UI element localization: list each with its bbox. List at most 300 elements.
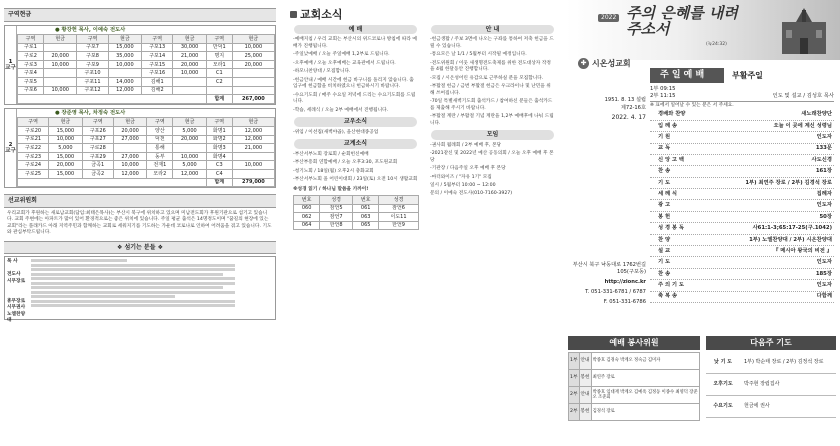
- table-cell: C2: [206, 78, 232, 87]
- order-item-name: 입 례 송: [658, 122, 678, 129]
- members-news-text: -위임 / 이선집(새벽야곱), 을산현대종공업: [293, 129, 379, 135]
- table-cell: 통해: [147, 144, 173, 153]
- middle-column: [290, 8, 558, 440]
- guide-p4: -모집 / 시온성어린 유감으로 근무하실 분을 모집합니다.: [430, 75, 544, 81]
- order-item-name: 경배와 찬양: [658, 111, 686, 118]
- reading-header: 번호: [353, 196, 379, 205]
- table-cell: [232, 69, 274, 78]
- table-cell: 만덕1: [206, 43, 232, 52]
- guide-p5: -부활절 헌금 / 금번 부활절 헌금은 우크라이나 및 난민을 위해 쓰여집니다.: [430, 84, 551, 96]
- column-header: 현금: [173, 118, 207, 127]
- order-item-detail: 인도자: [816, 259, 832, 266]
- table-cell: 구로25: [18, 170, 49, 179]
- table-cell: [43, 69, 77, 78]
- district-1-label: 1 교구: [5, 26, 17, 104]
- volunteer-role: 봉헌: [579, 370, 591, 387]
- order-item-name: 봉 헌: [658, 213, 671, 220]
- reading-row: [294, 213, 419, 222]
- table-cell: 구로20: [18, 127, 49, 136]
- table-row: [18, 135, 275, 144]
- table-cell: 20,000: [173, 60, 207, 69]
- worship-p7: -학습, 세례식 / 오늘 2부 예배에서 진행됩니다.: [293, 107, 389, 113]
- order-item: [650, 212, 834, 223]
- table-cell: 양산: [147, 127, 173, 136]
- table-row: [18, 60, 275, 69]
- order-item: [650, 257, 834, 268]
- worship-p2: -주일낮예배 / 오늘 주일예배 1,2부로 드립니다.: [293, 52, 390, 58]
- table-cell: 구포5: [18, 78, 44, 87]
- servers-table: [4, 256, 276, 324]
- order-item-name: 광 고: [658, 202, 671, 209]
- members-news-title: 교우소식: [294, 117, 417, 127]
- table-cell: [232, 78, 274, 87]
- table-cell: 구포10: [77, 69, 108, 78]
- sum-value: 279,000: [232, 178, 274, 187]
- cover-year: 2022: [598, 14, 619, 22]
- table-row: [18, 52, 275, 61]
- denomination-p2: -부산부흥회 연합예배 / 오늘 오후3:30, 포도원교회: [293, 160, 398, 166]
- order-item: [650, 292, 834, 303]
- order-item-name: 찬 양: [658, 236, 671, 243]
- table-cell: 구로2: [18, 52, 44, 61]
- table-cell: 구포26: [82, 127, 113, 136]
- table-cell: 화명2: [206, 135, 232, 144]
- table-cell: 14,000: [108, 78, 142, 87]
- reading-cell: 065: [353, 221, 379, 230]
- table-cell: 12,000: [173, 170, 207, 179]
- table-cell: 12,000: [232, 127, 274, 136]
- prayer-slot: 오후기도: [713, 381, 733, 388]
- reading-row: [294, 221, 419, 230]
- sum-row: [18, 178, 275, 187]
- sunday-worship: [650, 68, 834, 303]
- next-week-prayer: [706, 336, 836, 418]
- servers-roles: 목 사 전도사 시무장로 휴무장로 시무권사 노엘찬양대: [7, 259, 26, 324]
- sum-row: [18, 95, 275, 104]
- order-item: [650, 166, 834, 177]
- column-header: 현금: [173, 35, 207, 44]
- sum-spacer: [18, 95, 207, 104]
- table-cell: 김해2: [142, 86, 173, 95]
- column-header: 현금: [232, 118, 274, 127]
- district-1-leader: ● 황강헌 목사, 이예숙 전도사: [55, 26, 126, 33]
- order-item-detail: 사도신경: [811, 156, 832, 163]
- order-item-name: 찬 송: [658, 270, 671, 277]
- table-cell: [173, 144, 207, 153]
- order-item: [650, 155, 834, 166]
- service-time-2: 2부 11:15: [650, 92, 676, 99]
- order-item-name: 기 원: [658, 134, 671, 141]
- order-item: [650, 189, 834, 200]
- table-cell: 구포8: [77, 52, 108, 61]
- district-2-table: [17, 117, 275, 187]
- table-cell: 10,000: [173, 152, 207, 161]
- prayer-slot: 낮 기 도: [714, 359, 732, 366]
- table-cell: [43, 78, 77, 87]
- table-cell: 20,000: [113, 127, 147, 136]
- news-icon: [290, 11, 297, 18]
- order-item-detail: 『 메시아 왕국의 비전 』: [773, 247, 832, 254]
- church-tel: T. 051-331-6781 / 6787: [585, 288, 646, 295]
- denomination-news-title: 교계소식: [294, 139, 417, 149]
- table-cell: [232, 152, 274, 161]
- table-cell: [232, 170, 274, 179]
- issue-number: 제72-16호: [620, 104, 646, 111]
- table-cell: 구로21: [18, 135, 49, 144]
- volunteer-names: 김경석 장로: [591, 404, 699, 421]
- column-header: 현금: [43, 35, 77, 44]
- order-item-detail: 161장: [815, 168, 832, 175]
- table-cell: C1: [206, 69, 232, 78]
- table-cell: 모라2: [147, 170, 173, 179]
- church-name: 시온성교회: [592, 58, 631, 68]
- volunteer-names: 박종호 김경숙 박계오 정숙금 김미자: [591, 353, 699, 370]
- order-item-detail: 집례자: [816, 190, 832, 197]
- table-cell: 화명3: [206, 144, 232, 153]
- column-header: 구역: [142, 35, 173, 44]
- column-header: 구역: [18, 35, 44, 44]
- order-item-name: 성 경 봉 독: [658, 225, 684, 232]
- table-cell: 화명4: [206, 152, 232, 161]
- table-cell: 15,000: [49, 170, 83, 179]
- order-item: [650, 109, 834, 120]
- table-cell: 구포7: [77, 43, 108, 52]
- order-item-name: 설 교: [658, 247, 671, 254]
- column-header: 구역: [82, 118, 113, 127]
- order-item-name: 기 도: [658, 179, 671, 186]
- order-item-detail: 1부) 최연주 장로 / 2부) 김경석 장로: [745, 179, 832, 186]
- sum-label: 합계: [206, 178, 232, 187]
- order-item-name: 교 독: [658, 145, 671, 152]
- bulletin-date: 2022. 4. 17: [611, 113, 646, 121]
- table-cell: 구포9: [77, 60, 108, 69]
- service-time-1: 1부 09:15: [650, 86, 676, 93]
- table-row: [18, 43, 275, 52]
- table-cell: 구포29: [82, 152, 113, 161]
- prayer-item: [706, 374, 836, 396]
- sunday-worship-title: 주 일 예 배: [650, 68, 724, 83]
- table-cell: 동부: [147, 152, 173, 161]
- order-item-name: 축 복 송: [658, 293, 678, 300]
- prayer-list: [706, 352, 836, 418]
- order-item: [650, 246, 834, 257]
- reading-cell: 061: [353, 204, 379, 213]
- order-item-detail: 다함께: [816, 293, 832, 300]
- meetings-p4: -마더와이즈 / "자유 1기" 모집: [430, 174, 492, 180]
- reading-header: 성경: [320, 196, 353, 205]
- order-item-detail: 인도자: [816, 202, 832, 209]
- standing-note: ※ 표에서 일어날 수 있는 분은 서 주세요.: [650, 101, 834, 109]
- table-cell: 10,000: [108, 60, 142, 69]
- sunday-name: 부활주일: [732, 70, 763, 80]
- table-cell: 15,000: [49, 152, 83, 161]
- district-2-leader: ● 장준영 목사, 차정숙 전도사: [55, 109, 126, 116]
- service-leader: 인도 및 설교 / 김성호 목사: [772, 92, 834, 99]
- table-row: [18, 127, 275, 136]
- worship-tab: 예 배: [294, 25, 417, 35]
- volunteer-role: 안내: [579, 387, 591, 404]
- table-cell: 10,000: [43, 60, 77, 69]
- order-item: [650, 223, 834, 234]
- table-row: [18, 144, 275, 153]
- volunteer-row: [569, 370, 700, 387]
- order-item-detail: 오늘 이 곳에 계신 성령님: [773, 122, 832, 129]
- volunteer-role: 봉헌: [579, 404, 591, 421]
- table-row: [18, 161, 275, 170]
- meetings-p3: -기관장 / 다음주일 오후 예배 후 본당: [430, 166, 506, 172]
- table-row: [18, 152, 275, 161]
- table-cell: 금곡1: [82, 161, 113, 170]
- church-website: http://zionc.kr: [604, 279, 646, 286]
- table-row: [18, 170, 275, 179]
- district-1-block: [4, 25, 276, 105]
- volunteer-service: 2부: [569, 404, 580, 421]
- volunteer-service: 1부: [569, 353, 580, 370]
- order-item-detail: 새노래찬양단: [801, 111, 832, 118]
- table-cell: 21,000: [232, 144, 274, 153]
- table-cell: 20,000: [43, 52, 77, 61]
- table-cell: 20,000: [49, 161, 83, 170]
- table-cell: 구포4: [18, 69, 44, 78]
- reading-cell: 063: [353, 213, 379, 222]
- table-cell: 27,000: [113, 152, 147, 161]
- order-item: [650, 178, 834, 189]
- table-cell: 10,000: [113, 161, 147, 170]
- order-item: [650, 121, 834, 132]
- prayer-title: 다음주 기도: [706, 336, 836, 350]
- cover-title: 주의 은혜를 내려주소서: [626, 4, 738, 38]
- reading-cell: 062: [294, 213, 320, 222]
- meetings-p6: 문의 / 이예숙 전도사(010-7160-3927): [430, 191, 513, 197]
- denomination-p3: -청기노회 / 18일(월) 오후2시 충화교회: [293, 168, 374, 174]
- table-cell: [43, 43, 77, 52]
- table-cell: [113, 144, 147, 153]
- church-info: [566, 97, 646, 307]
- cover-verse: (눅24:32): [706, 42, 727, 47]
- reading-header: 성경: [379, 196, 418, 205]
- column-header: 현금: [49, 118, 83, 127]
- order-item-name: 세 례 식: [658, 190, 678, 197]
- prayer-item: [706, 352, 836, 374]
- order-item: [650, 235, 834, 246]
- table-cell: C4: [206, 170, 232, 179]
- table-cell: 12,000: [232, 135, 274, 144]
- meetings-p1: -권사회 월례회 / 2부 예배 후, 본당: [430, 142, 502, 148]
- order-item: [650, 200, 834, 211]
- order-item-detail: 1부) 노엘찬양대 / 2부) 시온찬양대: [749, 236, 832, 243]
- founded-date: 1951. 8. 13 설립: [604, 97, 646, 103]
- table-cell: 30,000: [173, 43, 207, 52]
- table-cell: 구포16: [142, 69, 173, 78]
- order-item-name: 찬 송: [658, 168, 671, 175]
- worship-p6: -수요기도회 / 매주 수요일 저녁에 드리는 수요기도회를 드립니다.: [293, 92, 416, 105]
- worship-p5: -헌금안내 / 예배 시간에 헌금 바구니를 돌리지 않습니다. 출입구에 헌금함을 비치하였으니 헌금하시기 바랍니다.: [293, 77, 414, 90]
- order-item-name: 기 도: [658, 259, 671, 266]
- table-cell: 구포6: [18, 86, 44, 95]
- prayer-person: 박주현 장립집사: [744, 381, 780, 388]
- table-cell: 21,000: [173, 52, 207, 61]
- guide-p3: -전도위원회 / 이웃 새생명전도축제를 위한 전도대상자 작정을 4월 한달동안 진행합니다.: [430, 60, 551, 73]
- volunteers-table: [568, 352, 700, 421]
- prayer-item: [706, 396, 836, 418]
- meetings-title: 모임: [431, 130, 554, 140]
- district-2-block: [4, 108, 276, 188]
- guide-tab: 안 내: [431, 25, 554, 35]
- meetings-p5: 일시 / 5월부터 10:00 ~ 12:00: [430, 182, 496, 188]
- table-cell: 구포13: [142, 43, 173, 52]
- column-header: 현금: [232, 35, 274, 44]
- volunteer-service: 1부: [569, 370, 580, 387]
- column-header: 구역: [77, 35, 108, 44]
- table-cell: 김해1: [142, 78, 173, 87]
- reading-cell: 한언9: [379, 221, 418, 230]
- table-cell: 전재1: [147, 161, 173, 170]
- bible-reading-table: [293, 195, 419, 230]
- reading-header: 번호: [294, 196, 320, 205]
- volunteer-service: 2부: [569, 387, 580, 404]
- table-cell: 35,000: [108, 52, 142, 61]
- table-cell: [173, 78, 207, 87]
- table-cell: 구포15: [142, 60, 173, 69]
- table-cell: 25,000: [232, 52, 274, 61]
- guide-p6: -70일 특별새벽기도회 출석카드 / 참여하신 분들은 출석카드를 제출해 주시기 바랍니다.: [430, 99, 553, 111]
- table-cell: [232, 86, 274, 95]
- table-cell: 10,000: [232, 43, 274, 52]
- church-building-image: [776, 8, 832, 54]
- volunteer-names: 박종호 임대재 박계오 김예옥 김정동 이종수 최영덕 장준오 조준회: [591, 387, 699, 404]
- order-item: [650, 269, 834, 280]
- prayer-slot: 수요기도: [713, 403, 733, 410]
- column-header: 현금: [113, 118, 147, 127]
- table-cell: 15,000: [49, 127, 83, 136]
- worship-p3: -오후예배 / 오늘 오후예배는 교육관에서 드립니다.: [293, 60, 396, 66]
- volunteer-row: [569, 404, 700, 421]
- column-header: 구역: [206, 35, 232, 44]
- table-cell: 5,000: [173, 127, 207, 136]
- district-2-label: 2 교구: [5, 109, 17, 187]
- reading-cell: 064: [294, 221, 320, 230]
- table-cell: [108, 69, 142, 78]
- reading-cell: 한언8: [320, 221, 353, 230]
- volunteer-role: 안내: [579, 353, 591, 370]
- church-fax: F. 051-331-6786: [603, 298, 646, 305]
- prayer-person: 헌금에 권사: [744, 403, 770, 410]
- district-offering-title: 구역현금: [4, 8, 276, 22]
- church-logo-row: [578, 58, 631, 69]
- meetings-p2: -2021같신 및 2022년 예산 공동의회 / 오늘 오후 예배 후 본당: [430, 151, 554, 163]
- table-cell: 명지: [206, 52, 232, 61]
- cover-header: [566, 0, 840, 60]
- table-cell: 금곡2: [82, 170, 113, 179]
- reading-cell: 잠언5: [320, 204, 353, 213]
- sum-spacer: [18, 178, 207, 187]
- order-item-name: 주 의 기 도: [658, 282, 684, 289]
- table-cell: 10,000: [49, 135, 83, 144]
- bible-reading-title: ※성경 읽기 / 하나님 말씀을 가까이!: [293, 186, 369, 192]
- table-row: [18, 78, 275, 87]
- order-item-detail: 인도자: [816, 282, 832, 289]
- mission-text: 우리교회가 후원하는 새로남교회(담임:최태은목사)는 부산시 북구에 위치하고 있으며 미남전도회가 후원기관으로 섬기고 있습니다. 교회 주변에는 아파트가 많이 있어 환경적으로는 좋은 위치에 있습니다. 주일 평균 출석은 14명정도이며 "꿈길의 현장에 있는 교회"라는 플래카드 아래 지역주민과 함께하는 교회로 세워지기를 기도하는 가운데 코로나로 인하여 어려움을 겪고 있습니다. 기도와 관심부탁드립니다.: [7, 210, 272, 236]
- servers-title: ❖ 섬기는 분들 ❖: [4, 241, 276, 255]
- worship-p1: -예배지침 / 우리 교회는 부산시의 위드코로나 방침에 따라 예배가 진행됩니다.: [293, 37, 417, 49]
- worship-p4: -하모니찬양대 / 모집합니다.: [293, 69, 351, 75]
- table-cell: C3: [206, 161, 232, 170]
- column-header: 구역: [147, 118, 173, 127]
- order-item: [650, 144, 834, 155]
- table-cell: 20,000: [173, 135, 207, 144]
- guide-p2: -통요모은 날 1/1 / 5월부터 시작될 예정입니다.: [430, 52, 527, 58]
- column-header: 구역: [18, 118, 49, 127]
- table-cell: 12,000: [113, 170, 147, 179]
- table-cell: 구포11: [77, 78, 108, 87]
- sum-value: 267,000: [232, 95, 274, 104]
- table-row: [18, 69, 275, 78]
- table-cell: 구포12: [77, 86, 108, 95]
- table-cell: 구로1: [18, 43, 44, 52]
- news-title: 교회소식: [300, 8, 343, 21]
- order-item-detail: 인도자: [816, 134, 832, 141]
- order-item: [650, 280, 834, 291]
- table-cell: 구포27: [82, 135, 113, 144]
- table-cell: 5,000: [173, 161, 207, 170]
- table-cell: 10,000: [173, 69, 207, 78]
- table-cell: 덕천: [147, 135, 173, 144]
- volunteer-row: [569, 353, 700, 370]
- volunteer-row: [569, 387, 700, 404]
- reading-cell: 060: [294, 204, 320, 213]
- volunteers-title: 예배 봉사위원: [568, 336, 700, 350]
- denomination-p1: -부산서부노회 장로회 / 순회헌신예배: [293, 151, 369, 157]
- prayer-person: 1부) 박순태 장로 / 2부) 김정석 장로: [744, 359, 824, 366]
- left-column: [4, 8, 276, 440]
- reading-row: [294, 204, 419, 213]
- table-cell: [206, 86, 232, 95]
- reading-cell: 잠언6: [379, 204, 418, 213]
- servers-names: [31, 259, 271, 317]
- table-cell: 20,000: [232, 60, 274, 69]
- order-of-service: [650, 109, 834, 303]
- reading-cell: 이도11: [379, 213, 418, 222]
- church-address: 부산시 북구 낙동대로 1762번길 105(구포동): [572, 261, 646, 276]
- table-cell: 모라1: [206, 60, 232, 69]
- table-cell: 27,000: [113, 135, 147, 144]
- table-cell: 10,000: [232, 161, 274, 170]
- table-cell: 구로23: [18, 152, 49, 161]
- column-header: 구역: [206, 118, 232, 127]
- volunteer-names: 최연주 장로: [591, 370, 699, 387]
- reading-cell: 잠언7: [320, 213, 353, 222]
- table-cell: 구로28: [82, 144, 113, 153]
- order-item-name: 신 앙 고 백: [658, 156, 684, 163]
- table-row: [18, 86, 275, 95]
- table-cell: 12,000: [108, 86, 142, 95]
- table-cell: 15,000: [108, 43, 142, 52]
- service-volunteers: [568, 336, 700, 421]
- sum-label: 합계: [206, 95, 232, 104]
- guide-p7: -부활절 계란 / 부활절 기념 계란을 1,2부 예배후에 나눠 드립니다.: [430, 114, 554, 126]
- table-cell: 10,000: [43, 86, 77, 95]
- table-cell: 구로24: [18, 161, 49, 170]
- order-item-detail: 사61:1-3;65:17-25(구.1042): [752, 225, 832, 232]
- order-item-detail: 133문: [815, 145, 832, 152]
- mission-title: 선교위원회: [4, 194, 276, 208]
- guide-p1: -헌금생활 / 주보 3면에 나오는 구좌를 통하여 저축 헌금을 드릴 수 있습니다.: [430, 37, 554, 49]
- table-cell: 구로22: [18, 144, 49, 153]
- table-cell: [173, 86, 207, 95]
- table-cell: 구로3: [18, 60, 44, 69]
- order-item: [650, 132, 834, 143]
- denomination-p4: -부산서부노회 올 어린이대회 / 23일(토) 오전 10시 생활교회: [293, 177, 418, 183]
